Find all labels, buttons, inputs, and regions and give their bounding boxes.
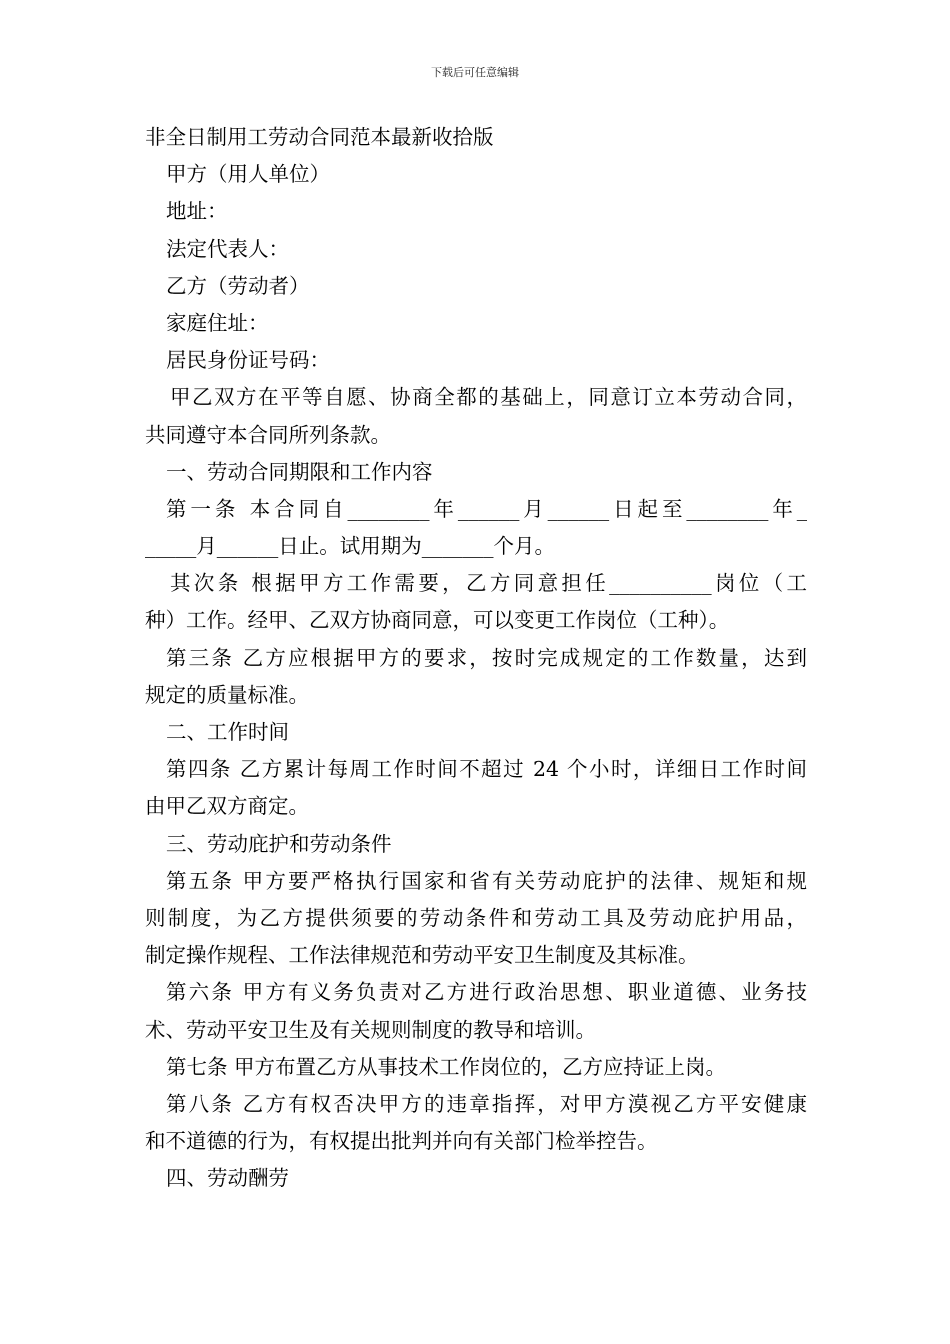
id-number-label: 居民身份证号码： xyxy=(166,348,330,373)
section-heading-2: 二、工作时间 xyxy=(166,720,289,744)
party-b-label: 乙方（劳动者） xyxy=(166,273,310,298)
article-7-line-1: 第七条 甲方布置乙方从事技术工作岗位的，乙方应持证上岗。 xyxy=(166,1054,727,1079)
article-1-line-1: 第一条 本合同自________年______月______日起至________年_ xyxy=(166,496,807,521)
document-title: 非全日制用工劳动合同范本最新收拾版 xyxy=(145,125,494,149)
address-label: 地址： xyxy=(166,199,228,224)
section-heading-3: 三、劳动庇护和劳动条件 xyxy=(166,831,392,856)
article-3-line-2: 规定的质量标准。 xyxy=(145,682,309,707)
article-8-line-2: 和不道德的行为，有权提出批判并向有关部门检举控告。 xyxy=(145,1129,658,1154)
article-2-line-1: 其次条 根据甲方工作需要，乙方同意担任__________岗位（工 xyxy=(170,571,807,596)
preamble-line-1: 甲乙双方在平等自愿、协商全都的基础上，同意订立本劳动合同， xyxy=(170,385,807,410)
party-a-label: 甲方（用人单位） xyxy=(166,162,330,187)
section-heading-1: 一、劳动合同期限和工作内容 xyxy=(166,459,433,484)
article-5-line-1: 第五条 甲方要严格执行国家和省有关劳动庇护的法律、规矩和规 xyxy=(166,868,807,893)
home-address-label: 家庭住址： xyxy=(166,310,269,335)
article-1-line-2: _____月______日止。试用期为_______个月。 xyxy=(145,534,555,559)
article-8-line-1: 第八条 乙方有权否决甲方的违章指挥，对甲方漠视乙方平安健康 xyxy=(166,1091,807,1116)
article-3-line-1: 第三条 乙方应根据甲方的要求，按时完成规定的工作数量，达到 xyxy=(166,645,807,670)
article-5-line-3: 制定操作规程、工作法律规范和劳动平安卫生制度及其标准。 xyxy=(145,943,699,968)
legal-representative-label: 法定代表人： xyxy=(166,236,289,261)
preamble-line-2: 共同遵守本合同所列条款。 xyxy=(145,422,391,447)
document-body xyxy=(145,119,807,1197)
section-heading-4: 四、劳动酬劳 xyxy=(166,1166,289,1191)
article-6-line-1: 第六条 甲方有义务负责对乙方进行政治思想、职业道德、业务技 xyxy=(166,980,807,1005)
article-4-line-1: 第四条 乙方累计每周工作时间不超过 24 个小时，详细日工作时间 xyxy=(166,757,807,782)
article-4-line-2: 由甲乙双方商定。 xyxy=(145,794,309,819)
article-2-line-2: 种）工作。经甲、乙双方协商同意，可以变更工作岗位（工种）。 xyxy=(145,608,730,633)
page-header-note: 下载后可任意编辑 xyxy=(431,66,519,79)
article-6-line-2: 术、劳动平安卫生及有关规则制度的教导和培训。 xyxy=(145,1017,596,1042)
article-5-line-2: 则制度，为乙方提供须要的劳动条件和劳动工具及劳动庇护用品， xyxy=(145,905,807,930)
